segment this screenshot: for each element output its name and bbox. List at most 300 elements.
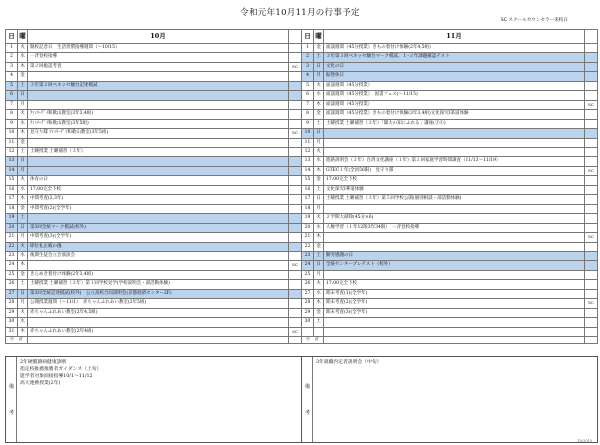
schedule-row (302, 91, 598, 100)
weekday: 日 (18, 289, 28, 298)
event-text (324, 327, 585, 336)
sc-mark (289, 299, 302, 308)
schedule-row (302, 44, 598, 53)
day-number: 15 (302, 176, 314, 185)
schedule-row (302, 214, 598, 223)
weekday: 金 (314, 308, 324, 317)
sc-mark (585, 119, 598, 128)
weekday: 木 (18, 327, 28, 336)
schedule-row (6, 91, 302, 100)
remark-line: 高大連携授業(2年) (20, 381, 61, 386)
day-number: 21 (302, 233, 314, 242)
day-number: 3 (302, 62, 314, 71)
remarks-label-top: 備 (9, 384, 15, 390)
sc-mark (585, 81, 598, 90)
sc-mark (585, 72, 598, 81)
event-text: 赤ちゃんふれあい教室(2年4,5組) (28, 308, 289, 317)
day-number: 1 (6, 44, 18, 53)
weekday: 月 (18, 166, 28, 175)
schedule-row (302, 308, 598, 317)
sc-mark: SC (289, 129, 302, 138)
weekday: 金 (18, 204, 28, 213)
october-header-row (6, 30, 302, 44)
schedule-row (302, 204, 598, 213)
event-text: 中間考査(2)(全学年) (28, 204, 289, 213)
schedule-row (6, 289, 302, 298)
sc-mark (585, 176, 598, 185)
event-text: 中間考査(2,3年) (28, 195, 289, 204)
event-text: ﾌｧﾐﾘｰﾃﾞｲ和歌山教室(3年5組) (28, 119, 289, 128)
sc-mark (289, 185, 302, 194)
weekday: 火 (18, 242, 28, 251)
day-number: 3 (6, 62, 18, 71)
event-text: きらめき着付け体験(2年3,4組) (28, 270, 289, 279)
weekday: 月 (18, 233, 28, 242)
sc-mark (585, 129, 598, 138)
event-text: 土曜授業 土曜補習（３年）第５回学校公開(個別相談・部活動体験) (324, 195, 585, 204)
event-text: ３年第２回ベネッセ駿台記述模試 (28, 81, 289, 90)
event-text: 土曜授業 土曜補習（３年）「聞大の知にふれる」講座(③④) (324, 119, 585, 128)
weekday: 日 (18, 91, 28, 100)
schedule-row (302, 100, 598, 109)
sc-mark (585, 214, 598, 223)
schedule-row (302, 261, 598, 270)
event-text: 即位礼正殿の儀 (28, 242, 289, 251)
weekday: 月 (314, 270, 324, 279)
november-subtotal-row (302, 337, 598, 344)
event-text: 勤労感謝の日 (324, 251, 585, 260)
event-text: 17:00完全下校 (324, 280, 585, 289)
weekday: 土 (18, 214, 28, 223)
weekday: 金 (18, 72, 28, 81)
sc-mark (289, 119, 302, 128)
schedule-row (6, 110, 302, 119)
event-text: 見守り隊 ﾌｧﾐﾘｰﾃﾞｲ和歌山教室(3年5組) (28, 129, 289, 138)
sc-mark (289, 157, 302, 166)
weekday: 日 (18, 223, 28, 232)
weekday: 金 (314, 176, 324, 185)
weekday: 火 (314, 280, 324, 289)
sc-mark (289, 100, 302, 109)
day-number: 1 (302, 44, 314, 53)
sc-mark (289, 72, 302, 81)
weekday: 水 (314, 289, 324, 298)
day-number: 25 (302, 270, 314, 279)
day-number: 29 (6, 308, 18, 317)
event-text (28, 72, 289, 81)
weekday: 木 (18, 261, 28, 270)
event-text: 一斉登校指導 (28, 53, 289, 62)
sc-mark (289, 147, 302, 156)
day-number: 19 (6, 214, 18, 223)
sc-mark (585, 251, 598, 260)
weekday: 火 (18, 176, 28, 185)
sc-mark (585, 327, 598, 336)
day-number: 8 (302, 110, 314, 119)
schedule-row (6, 157, 302, 166)
day-number: 4 (302, 72, 314, 81)
weekday: 木 (314, 233, 324, 242)
schedule-row (6, 223, 302, 232)
remarks-label-top: 備 (305, 384, 311, 390)
event-text: 17:00完全下校 (28, 185, 289, 194)
day-number: 27 (302, 289, 314, 298)
sc-mark (289, 280, 302, 289)
weekday: 日 (314, 129, 324, 138)
weekday: 水 (314, 223, 324, 232)
november-header-row (302, 30, 598, 44)
weekday: 土 (18, 147, 28, 156)
sc-mark (289, 110, 302, 119)
weekday: 土 (314, 185, 324, 194)
sc-mark (289, 318, 302, 327)
sc-mark (289, 166, 302, 175)
event-text: 面談週間（45分授業） (324, 100, 585, 109)
november-table (301, 29, 598, 344)
day-number: 9 (302, 119, 314, 128)
day-number: 5 (6, 81, 18, 90)
weekday: 土 (18, 81, 28, 90)
schedule-row (302, 195, 598, 204)
schedule-row (6, 81, 302, 90)
sc-mark (585, 138, 598, 147)
weekday: 火 (18, 44, 28, 53)
sc-mark (585, 242, 598, 251)
sc-mark (585, 318, 598, 327)
sc-mark (585, 147, 598, 156)
day-number: 23 (302, 251, 314, 260)
october-remarks-list (20, 359, 101, 387)
day-col-header: 日 (302, 30, 314, 44)
day-number: 9 (6, 119, 18, 128)
schedule-row (302, 327, 598, 336)
sc-mark (289, 233, 302, 242)
event-text (28, 91, 289, 100)
event-text: 文化探究Ⅰ華道体験 (324, 185, 585, 194)
sc-mark (289, 138, 302, 147)
subtotal-sc (289, 337, 302, 344)
day-number: 28 (302, 299, 314, 308)
day-number: 23 (6, 251, 18, 260)
sc-mark (585, 261, 598, 270)
subtotal-value (28, 337, 289, 344)
sc-mark (289, 251, 302, 260)
schedule-row (302, 147, 598, 156)
day-number: 15 (6, 176, 18, 185)
weekday: 木 (18, 195, 28, 204)
sc-col-header (289, 30, 302, 44)
sc-mark (585, 270, 598, 279)
event-text (324, 318, 585, 327)
event-text: 全統センタープレテスト（校外） (324, 261, 585, 270)
day-number: 26 (6, 280, 18, 289)
day-number: 10 (302, 129, 314, 138)
weekday: 金 (314, 44, 324, 53)
schedule-row (302, 110, 598, 119)
event-text (28, 138, 289, 147)
schedule-row (6, 195, 302, 204)
day-number: 8 (6, 110, 18, 119)
sc-mark: SC (585, 166, 598, 175)
event-text: 面談週間（45分授業）きもの着付け体験(3年3,4組)文化探究Ⅰ茶道体験 (324, 110, 585, 119)
sc-mark (585, 289, 598, 298)
schedule-row (302, 176, 598, 185)
october-subtotal-row (6, 337, 302, 344)
schedule-row (6, 242, 302, 251)
schedule-row (302, 157, 598, 166)
event-text: 赤ちゃんふれあい教室(2年4組) (28, 327, 289, 336)
schedule-row (6, 308, 302, 317)
event-text: 振替休日 (324, 72, 585, 81)
sc-mark (289, 223, 302, 232)
weekday: 水 (18, 185, 28, 194)
event-text: 進路説明会（２年）台湾文化講座（１年）第２回家庭学習時間調査（11/13～11/19） (324, 157, 585, 166)
event-text: 第3回全統マーク模試(校外) (28, 223, 289, 232)
day-number: 14 (302, 166, 314, 175)
day-col-header: 日 (6, 30, 18, 44)
schedule-row (302, 166, 598, 175)
sc-mark (289, 195, 302, 204)
event-text: 第２回総認考査 (28, 62, 289, 71)
event-text: 面談週間（45分授業） 図書フェス(～11/15) (324, 91, 585, 100)
day-number: 31 (6, 327, 18, 336)
event-text: 期末考査(2)(全学年) (324, 299, 585, 308)
day-number: 6 (302, 91, 314, 100)
page-number: 10/2019 (577, 439, 592, 443)
schedule-row (6, 176, 302, 185)
weekday: 金 (314, 242, 324, 251)
weekday: 水 (314, 91, 324, 100)
weekday: 火 (18, 110, 28, 119)
november-month-label: 11月 (324, 30, 585, 44)
weekday: 金 (18, 270, 28, 279)
weekday: 日 (18, 157, 28, 166)
sc-mark (585, 44, 598, 53)
day-number: 12 (6, 147, 18, 156)
weekday: 水 (18, 53, 28, 62)
day-number: 19 (302, 214, 314, 223)
day-number: 24 (6, 261, 18, 270)
weekday: 金 (314, 110, 324, 119)
sc-mark (289, 270, 302, 279)
sc-mark (289, 242, 302, 251)
event-text: 第3回全統記述模試(校外) 公立高校合同説明会(京都経済センター2F) (28, 289, 289, 298)
weekday: 日 (314, 62, 324, 71)
schedule-row (6, 280, 302, 289)
october-table (5, 29, 302, 344)
day-number: 18 (6, 204, 18, 213)
schedule-row (302, 138, 598, 147)
schedule-row (302, 289, 598, 298)
weekday: 土 (18, 280, 28, 289)
schedule-row (6, 233, 302, 242)
sc-mark (585, 204, 598, 213)
sc-mark (585, 195, 598, 204)
schedule-row (302, 223, 598, 232)
event-text: 面談週間（45分授業） (324, 81, 585, 90)
remarks-label (6, 357, 17, 442)
schedule-row (6, 129, 302, 138)
schedule-row (6, 251, 302, 260)
schedule-row (6, 185, 302, 194)
subtotal-label: 小 計 (302, 337, 324, 344)
schedule-row (6, 100, 302, 109)
event-text: ２学期大掃除(45分×6) (324, 214, 585, 223)
october-schedule (5, 29, 302, 344)
day-number: 25 (6, 270, 18, 279)
sc-mark (585, 53, 598, 62)
event-text (28, 261, 289, 270)
weekday: 木 (314, 299, 324, 308)
event-text: 面談週間（45分授業）きもの着付け体験(2年4,5組) (324, 44, 585, 53)
weekday: 月 (18, 299, 28, 308)
weekday: 水 (18, 251, 28, 260)
schedule-row (6, 204, 302, 213)
remark-line: 進学者対象面接指導10/1～11/12 (20, 374, 93, 379)
day-number: 18 (302, 204, 314, 213)
weekday: 水 (314, 157, 324, 166)
schedule-row (302, 72, 598, 81)
day-number: 13 (302, 157, 314, 166)
weekday: 月 (314, 72, 324, 81)
event-text (324, 138, 585, 147)
november-schedule (301, 29, 598, 344)
schedule-row (302, 251, 598, 260)
weekday: 木 (18, 62, 28, 71)
schedule-row (6, 147, 302, 156)
sc-mark (585, 91, 598, 100)
schedule-row (6, 62, 302, 71)
schedule-row (6, 261, 302, 270)
day-number: 14 (6, 166, 18, 175)
day-number: 6 (6, 91, 18, 100)
event-text: ﾌｧﾐﾘｰﾃﾞｲ和歌山教室(3年3,4組) (28, 110, 289, 119)
day-number: 28 (6, 299, 18, 308)
subtotal-label: 小 計 (6, 337, 28, 344)
sc-mark (585, 280, 598, 289)
schedule-row (302, 270, 598, 279)
day-number: 16 (302, 185, 314, 194)
day-number: 10 (6, 129, 18, 138)
sc-mark (585, 110, 598, 119)
schedule-row (302, 81, 598, 90)
weekday-col-header: 曜 (18, 30, 28, 44)
schedule-row (6, 270, 302, 279)
day-number: 21 (6, 233, 18, 242)
day-number: 22 (6, 242, 18, 251)
day-number: 2 (302, 53, 314, 62)
sc-col-header (585, 30, 598, 44)
day-number: 7 (6, 100, 18, 109)
sc-mark: SC (289, 327, 302, 336)
sc-mark: SC (585, 100, 598, 109)
schedule-row (302, 62, 598, 71)
event-text: 土曜授業 土曜補習（３年） (28, 147, 289, 156)
weekday: 月 (314, 138, 324, 147)
day-number: 13 (6, 157, 18, 166)
schedule-row (6, 299, 302, 308)
day-number: 7 (302, 100, 314, 109)
day-number: 27 (6, 289, 18, 298)
schedule-row (302, 299, 598, 308)
day-number: 29 (302, 308, 314, 317)
remarks-label-bottom: 考 (9, 410, 15, 416)
event-text: 土曜授業 土曜補習（３年）第１回学校見学(学校説明会・部活動体験) (28, 280, 289, 289)
day-number: 2 (6, 53, 18, 62)
schedule-row (6, 166, 302, 175)
remark-line: 指定校推薦推薦者ガイダンス（上旬） (20, 367, 102, 372)
schedule-row (302, 119, 598, 128)
event-text (324, 270, 585, 279)
schedule-row (6, 119, 302, 128)
weekday: 火 (314, 214, 324, 223)
remark-line: 3年就職内定者説明会（中旬） (316, 360, 382, 365)
remarks-label (302, 357, 313, 442)
event-text: 中間考査(3)(全学年) (28, 233, 289, 242)
november-remarks-box (301, 356, 598, 443)
sc-legend: SC スクールカウンセラー来校日 (500, 18, 568, 23)
day-number: 20 (302, 223, 314, 232)
event-text (324, 242, 585, 251)
event-text (28, 100, 289, 109)
day-number: 11 (6, 138, 18, 147)
sc-mark (289, 81, 302, 90)
weekday (314, 327, 324, 336)
weekday: 火 (314, 81, 324, 90)
weekday: 土 (314, 251, 324, 260)
weekday: 水 (18, 119, 28, 128)
day-number: 30 (6, 318, 18, 327)
event-text: 人権学習（１年12限3年34限） 一斉登校指導 (324, 223, 585, 232)
day-number: 17 (302, 195, 314, 204)
weekday: 土 (314, 53, 324, 62)
sc-mark (289, 204, 302, 213)
weekday: 金 (18, 138, 28, 147)
weekday: 火 (314, 147, 324, 156)
schedule-row (302, 129, 598, 138)
schedule-row (6, 44, 302, 53)
remarks-label-bottom: 考 (305, 410, 311, 416)
event-text: 文化の日 (324, 62, 585, 71)
schedule-row (6, 138, 302, 147)
event-text: 後期生徒会立会演説会 (28, 251, 289, 260)
day-number: 17 (6, 195, 18, 204)
sc-mark (585, 62, 598, 71)
day-number: 30 (302, 318, 314, 327)
sc-mark (289, 53, 302, 62)
event-text: 体育の日 (28, 176, 289, 185)
event-text (324, 129, 585, 138)
schedule-row (302, 242, 598, 251)
sc-mark (585, 157, 598, 166)
day-number (302, 327, 314, 336)
october-remarks-box (5, 356, 302, 443)
sc-mark (585, 185, 598, 194)
day-number: 12 (302, 147, 314, 156)
schedule-row (302, 280, 598, 289)
schedule-row (6, 327, 302, 336)
weekday: 木 (18, 129, 28, 138)
event-text: ３年第３回ベネッセ駿台マーク模試、１･２年課題確認テスト (324, 53, 585, 62)
event-text: GTEC１年(全員56限) 見守り隊 (324, 166, 585, 175)
sc-mark (289, 91, 302, 100)
weekday: 水 (18, 318, 28, 327)
weekday: 日 (314, 261, 324, 270)
sc-mark (289, 176, 302, 185)
event-text: 期末考査(3)(全学年) (324, 308, 585, 317)
schedule-row (6, 72, 302, 81)
subtotal-value (324, 337, 585, 344)
